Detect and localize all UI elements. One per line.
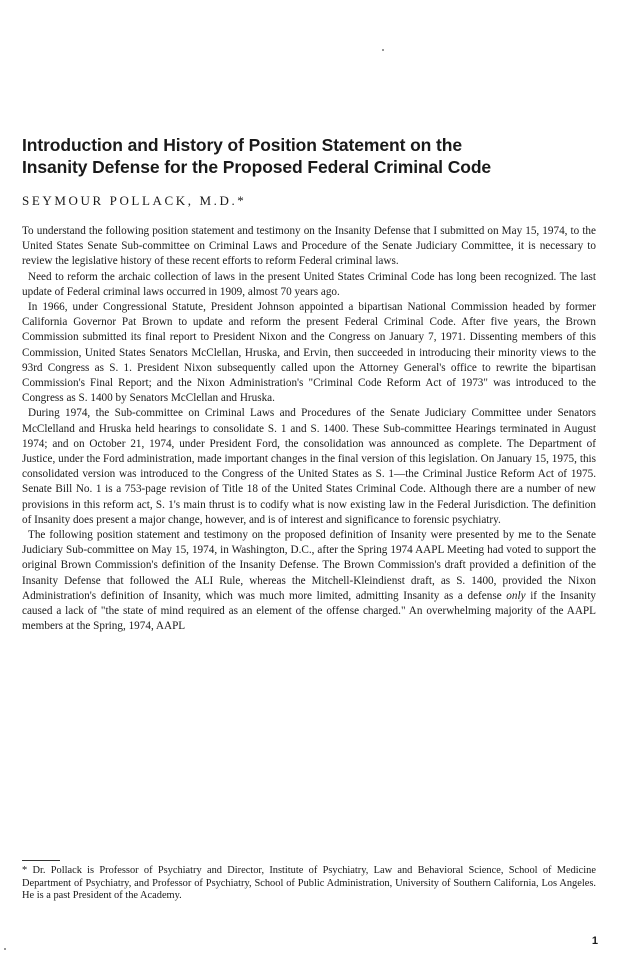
paragraph-brown-commission: In 1966, under Congressional Statute, President Johnson appointed a bipartisan National Commission headed by former California Governor Pat Brown to update and reform the present Federal Criminal Code. After five years, the Brown Commission submitted its final report to President Nixon and the Congress on January 7, 1971. Dissenting members of this Commission, United States Senators McClellan, Hruska, and Ervin, then succeeded in introducing their minority views to the 93rd Congress as S. 1. President Nixon subsequently called upon the Attorney General's office to rewrite the bipartisan Commission's Final Report; and the Nixon Administration's "Criminal Code Reform Act of 1973" was introduced to the Congress as S. 1400 by Senators McClellan and Hruska. [22,301,596,405]
paragraph-subcommittee-hearings: During 1974, the Sub-committee on Criminal Laws and Procedures of the Senate Judiciary Committee under Senators McClelland and Hruska held hearings to consolidate S. 1 and S. 1400. These Sub-committee Hearings terminated in August 1974; and on October 21, 1974, under President Ford, the consolidation was announced as complete. The Department of Justice, under the Ford administration, made important changes in the final version of this legislation. On January 15, 1975, this consolidated version was introduced to the Congress of the United States as S. 1—the Criminal Justice Reform Act of 1975. Senate Bill No. 1 is a 753-page revision of Title 18 of the United States Criminal Code. Although there are a number of new provisions in this reform act, S. 1's main thrust is to codify what is now existing law in the Federal Jurisdiction. The definition of Insanity does present a major change, however, and is of interest and significance to forensic psychiatry. [22,407,596,526]
footnote-rule [22,860,60,861]
author-footnote: * Dr. Pollack is Professor of Psychiatry and Director, Institute of Psychiatry, Law and Behavioral Science, School of Medicine Department of Psychiatry, and Professor of Psychiatry, School of Public Administration, University of Southern California, Los Angeles. He is a past President of the Academy. [22,865,596,902]
print-speck [382,49,384,51]
article-body [22,224,596,634]
paragraph-position-statement-part-2: if the Insanity caused a lack of "the state of mind required as an element of the offense charged." An overwhelming majority of the AAPL members at the Spring, 1974, AAPL [22,589,596,633]
page-number: 1 [591,935,598,947]
emphasis-only: only [506,589,526,602]
article-title-line-2: Insanity Defense for the Proposed Federal Criminal Code [22,157,492,177]
article-title [22,134,582,178]
paragraph-legislative-intro: To understand the following position statement and testimony on the Insanity Defense that I submitted on May 15, 1974, to the United States Senate Sub-committee on Criminal Laws and Procedure of the Senate Judiciary Committee, it is necessary to review the legislative history of these recent efforts to reform Federal criminal laws. [22,225,596,268]
paragraph-need-to-reform: Need to reform the archaic collection of laws in the present United States Criminal Code has long been recognized. The last update of Federal criminal laws occurred in 1909, almost 70 years ago. [22,270,596,298]
author-byline: SEYMOUR POLLACK, M.D.* [22,193,247,208]
print-speck [4,948,6,950]
paragraph-position-statement [22,528,596,634]
paragraph-position-statement-part-1: The following position statement and testimony on the proposed definition of Insanity were presented by me to the Senate Judiciary Sub-committee on May 15, 1974, in Washington, D.C., after the Spring 1974 AAPL Meeting had voted to support the original Brown Commission's definition of the Insanity Defense. The Brown Commission's draft provided a definition of the Insanity Defense that followed the ALI Rule, whereas the Mitchell-Kleindienst draft, as S. 1400, provided the Nixon Administration's definition of Insanity, which was much more limited, admitting Insanity as a defense [22,529,596,602]
article-title-line-1: Introduction and History of Position Statement on the [22,135,462,155]
